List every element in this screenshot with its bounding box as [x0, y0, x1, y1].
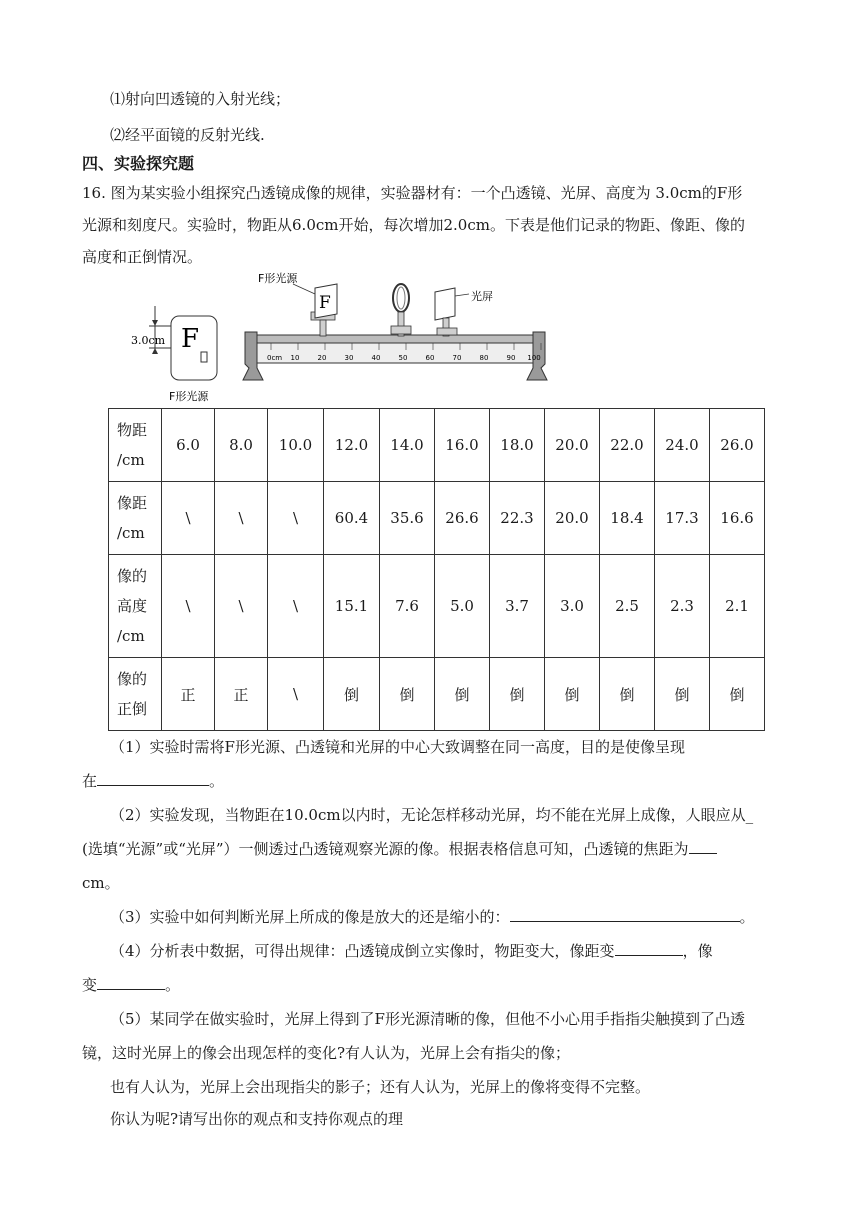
section-heading: 四、实验探究题 — [82, 154, 195, 173]
ruler-tick-label: 50 — [398, 354, 408, 362]
sub3-line: （3）实验中如何判断光屏上所成的像是放大的还是缩小的： 。 — [110, 908, 755, 926]
sub5-line-3: 也有人认为，光屏上会出现指尖的影子；还有人认为，光屏上的像将变得不完整。 — [110, 1078, 651, 1096]
table-cell: 17.3 — [655, 482, 710, 555]
sub1-line-2: 在 。 — [82, 772, 225, 790]
data-table — [108, 408, 765, 731]
ruler-tick-label: 80 — [479, 354, 489, 362]
table-cell: 6.0 — [162, 409, 215, 482]
sub1-line-1: （1）实验时需将F形光源、凸透镜和光屏的中心大致调整在同一高度，目的是使像呈现 — [110, 738, 685, 756]
sub2-line-1: （2）实验发现，当物距在10.0cm以内时，无论怎样移动光屏，均不能在光屏上成像，人眼应从_ — [110, 806, 754, 824]
optical-bench-figure — [125, 272, 565, 406]
table-cell: 18.4 — [600, 482, 655, 555]
table-cell: 倒 — [655, 658, 710, 731]
row-header: 像的 正倒 — [109, 658, 162, 731]
q15-item-2: ⑵经平面镜的反射光线. — [110, 126, 265, 144]
ruler-unit: 0cm — [267, 354, 283, 362]
sub2-line-3: cm。 — [82, 874, 120, 892]
answer-blank[interactable] — [510, 906, 740, 922]
table-cell: 2.5 — [600, 555, 655, 658]
source-label: F形光源 — [258, 272, 298, 285]
table-cell: 3.0 — [545, 555, 600, 658]
table-row — [109, 555, 765, 658]
table-cell: 倒 — [490, 658, 545, 731]
table-cell: 22.3 — [490, 482, 545, 555]
answer-blank[interactable] — [97, 974, 165, 990]
table-cell: 3.7 — [490, 555, 545, 658]
table-cell: 倒 — [545, 658, 600, 731]
sub4-line-2: 变 。 — [82, 976, 181, 994]
table-cell: 正 — [215, 658, 268, 731]
ruler-tick-label: 10 — [290, 354, 300, 362]
answer-blank[interactable] — [689, 838, 717, 854]
table-cell: 12.0 — [324, 409, 380, 482]
table-cell: 16.0 — [435, 409, 490, 482]
table-cell: 60.4 — [324, 482, 380, 555]
table-cell: 14.0 — [380, 409, 435, 482]
table-cell: 20.0 — [545, 482, 600, 555]
table-cell: \ — [268, 555, 324, 658]
table-cell: \ — [268, 482, 324, 555]
screen-label: 光屏 — [471, 290, 493, 303]
table-cell: 10.0 — [268, 409, 324, 482]
f-letter: F — [181, 324, 200, 354]
table-row — [109, 409, 765, 482]
table-cell: 2.1 — [710, 555, 765, 658]
sub5-line-4: 你认为呢?请写出你的观点和支持你观点的理 — [110, 1110, 404, 1128]
ruler-tick-label: 90 — [506, 354, 516, 362]
q16-intro-line-1: 16. 图为某实验小组探究凸透镜成像的规律，实验器材有：一个凸透镜、光屏、高度为 3.0cm的F形 — [82, 184, 743, 202]
table-cell: 倒 — [380, 658, 435, 731]
ruler-tick-label: 30 — [344, 354, 354, 362]
table-cell: 24.0 — [655, 409, 710, 482]
q16-intro-line-2: 光源和刻度尺。实验时，物距从6.0cm开始，每次增加2.0cm。下表是他们记录的物距、像距、像的 — [82, 216, 745, 234]
table-cell: 倒 — [435, 658, 490, 731]
table-cell: 22.0 — [600, 409, 655, 482]
table-cell: 15.1 — [324, 555, 380, 658]
ruler-tick-label: 60 — [425, 354, 435, 362]
table-cell: 35.6 — [380, 482, 435, 555]
answer-blank[interactable] — [97, 770, 209, 786]
answer-blank[interactable] — [615, 940, 683, 956]
source-caption: F形光源 — [169, 390, 209, 403]
row-header: 像距 /cm — [109, 482, 162, 555]
table-cell: \ — [268, 658, 324, 731]
q16-intro-line-3: 高度和正倒情况。 — [82, 248, 203, 266]
ruler-tick-label: 70 — [452, 354, 462, 362]
table-cell: 26.0 — [710, 409, 765, 482]
q15-item-1: ⑴射向凹透镜的入射光线； — [110, 90, 291, 108]
table-cell: \ — [215, 555, 268, 658]
table-cell: 26.6 — [435, 482, 490, 555]
sub4-line-1: （4）分析表中数据，可得出规律：凸透镜成倒立实像时，物距变大，像距变 ，像 — [110, 942, 713, 960]
ruler-tick-label: 40 — [371, 354, 381, 362]
ruler-tick-label: 100 — [527, 354, 541, 362]
table-cell: 倒 — [324, 658, 380, 731]
row-header: 像的 高度 /cm — [109, 555, 162, 658]
table-cell: 18.0 — [490, 409, 545, 482]
table-cell: 5.0 — [435, 555, 490, 658]
sub5-line-1: （5）某同学在做实验时，光屏上得到了F形光源清晰的像，但他不小心用手指指尖触摸到了凸透 — [110, 1010, 745, 1028]
sub2-line-2: (选填“光源”或“光屏”）一侧透过凸透镜观察光源的像。根据表格信息可知，凸透镜的焦距为 — [82, 838, 717, 860]
bench-f-letter: F — [319, 293, 331, 313]
height-label: 3.0cm — [131, 334, 166, 347]
table-cell: 7.6 — [380, 555, 435, 658]
table-cell: 20.0 — [545, 409, 600, 482]
table-cell: 16.6 — [710, 482, 765, 555]
row-header: 物距 /cm — [109, 409, 162, 482]
table-cell: 倒 — [600, 658, 655, 731]
table-cell: 正 — [162, 658, 215, 731]
table-cell: 2.3 — [655, 555, 710, 658]
table-cell: 倒 — [710, 658, 765, 731]
table-cell: 8.0 — [215, 409, 268, 482]
table-cell: \ — [215, 482, 268, 555]
table-cell: \ — [162, 555, 215, 658]
table-row — [109, 482, 765, 555]
table-row — [109, 658, 765, 731]
sub5-line-2: 镜，这时光屏上的像会出现怎样的变化?有人认为，光屏上会有指尖的像； — [82, 1044, 571, 1062]
ruler-tick-label: 20 — [317, 354, 327, 362]
table-cell: \ — [162, 482, 215, 555]
